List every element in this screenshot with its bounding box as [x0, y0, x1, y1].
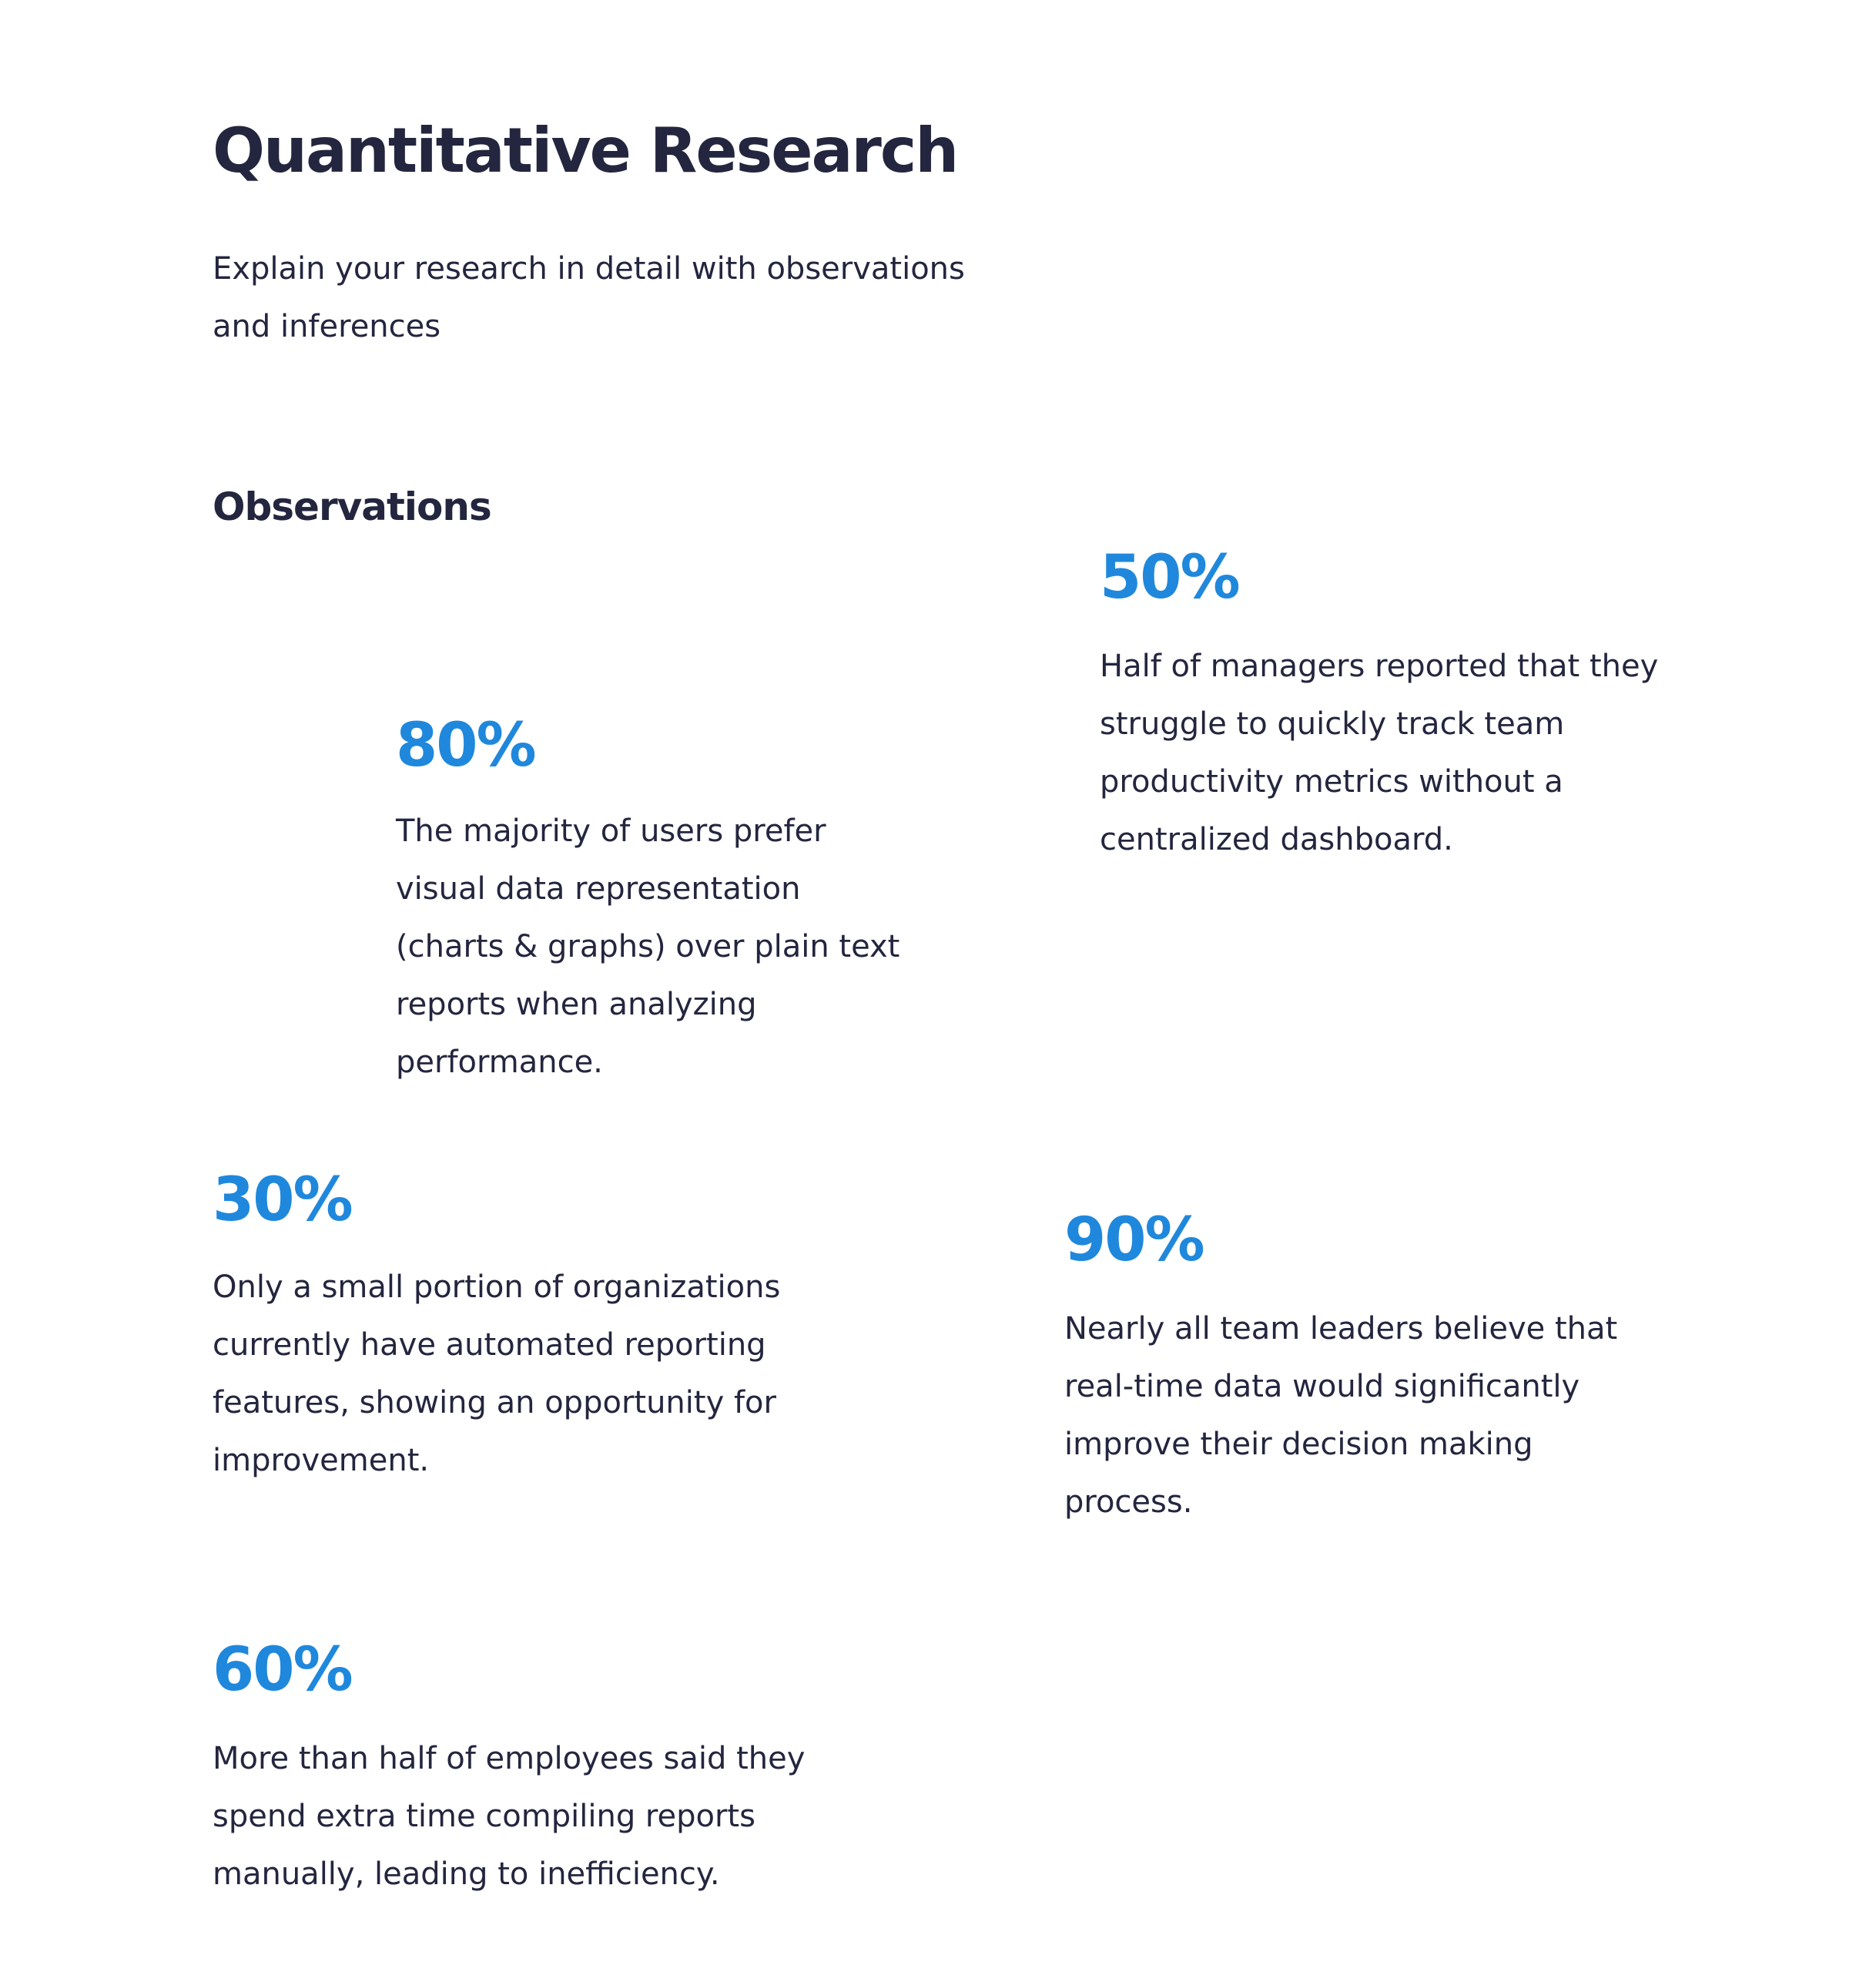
stat-value: 90% — [1064, 1206, 1204, 1275]
stat-card-90 — [1064, 1202, 1757, 1531]
stat-value: 50% — [1100, 543, 1239, 612]
stat-value: 80% — [396, 711, 535, 780]
stat-value: 60% — [213, 1635, 352, 1705]
observations-heading: Observations — [213, 485, 491, 529]
stat-description: More than half of employees said they spend extra time compiling reports manually, leading to inefficiency. — [213, 1741, 806, 1892]
stat-card-50 — [1100, 539, 1793, 869]
stat-description: Half of managers reported that they struggle to quickly track team productivity metrics without a centralized dashboard. — [1100, 649, 1659, 857]
stat-description: The majority of users prefer visual data representation (charts & graphs) over plain text reports when analyzing performance. — [396, 813, 900, 1080]
stat-value: 30% — [213, 1165, 352, 1235]
stat-card-30 — [213, 1162, 921, 1490]
intro-text: Explain your research in detail with observations and inferences — [213, 251, 965, 344]
stat-card-60 — [213, 1632, 921, 1903]
page-title: Quantitative Research — [213, 115, 958, 186]
stat-description: Nearly all team leaders believe that real-time data would significantly improve their decision making process. — [1064, 1311, 1618, 1520]
stat-card-80 — [396, 707, 1058, 1092]
stat-description: Only a small portion of organizations currently have automated reporting features, showing an opportunity for improvement. — [213, 1269, 781, 1478]
